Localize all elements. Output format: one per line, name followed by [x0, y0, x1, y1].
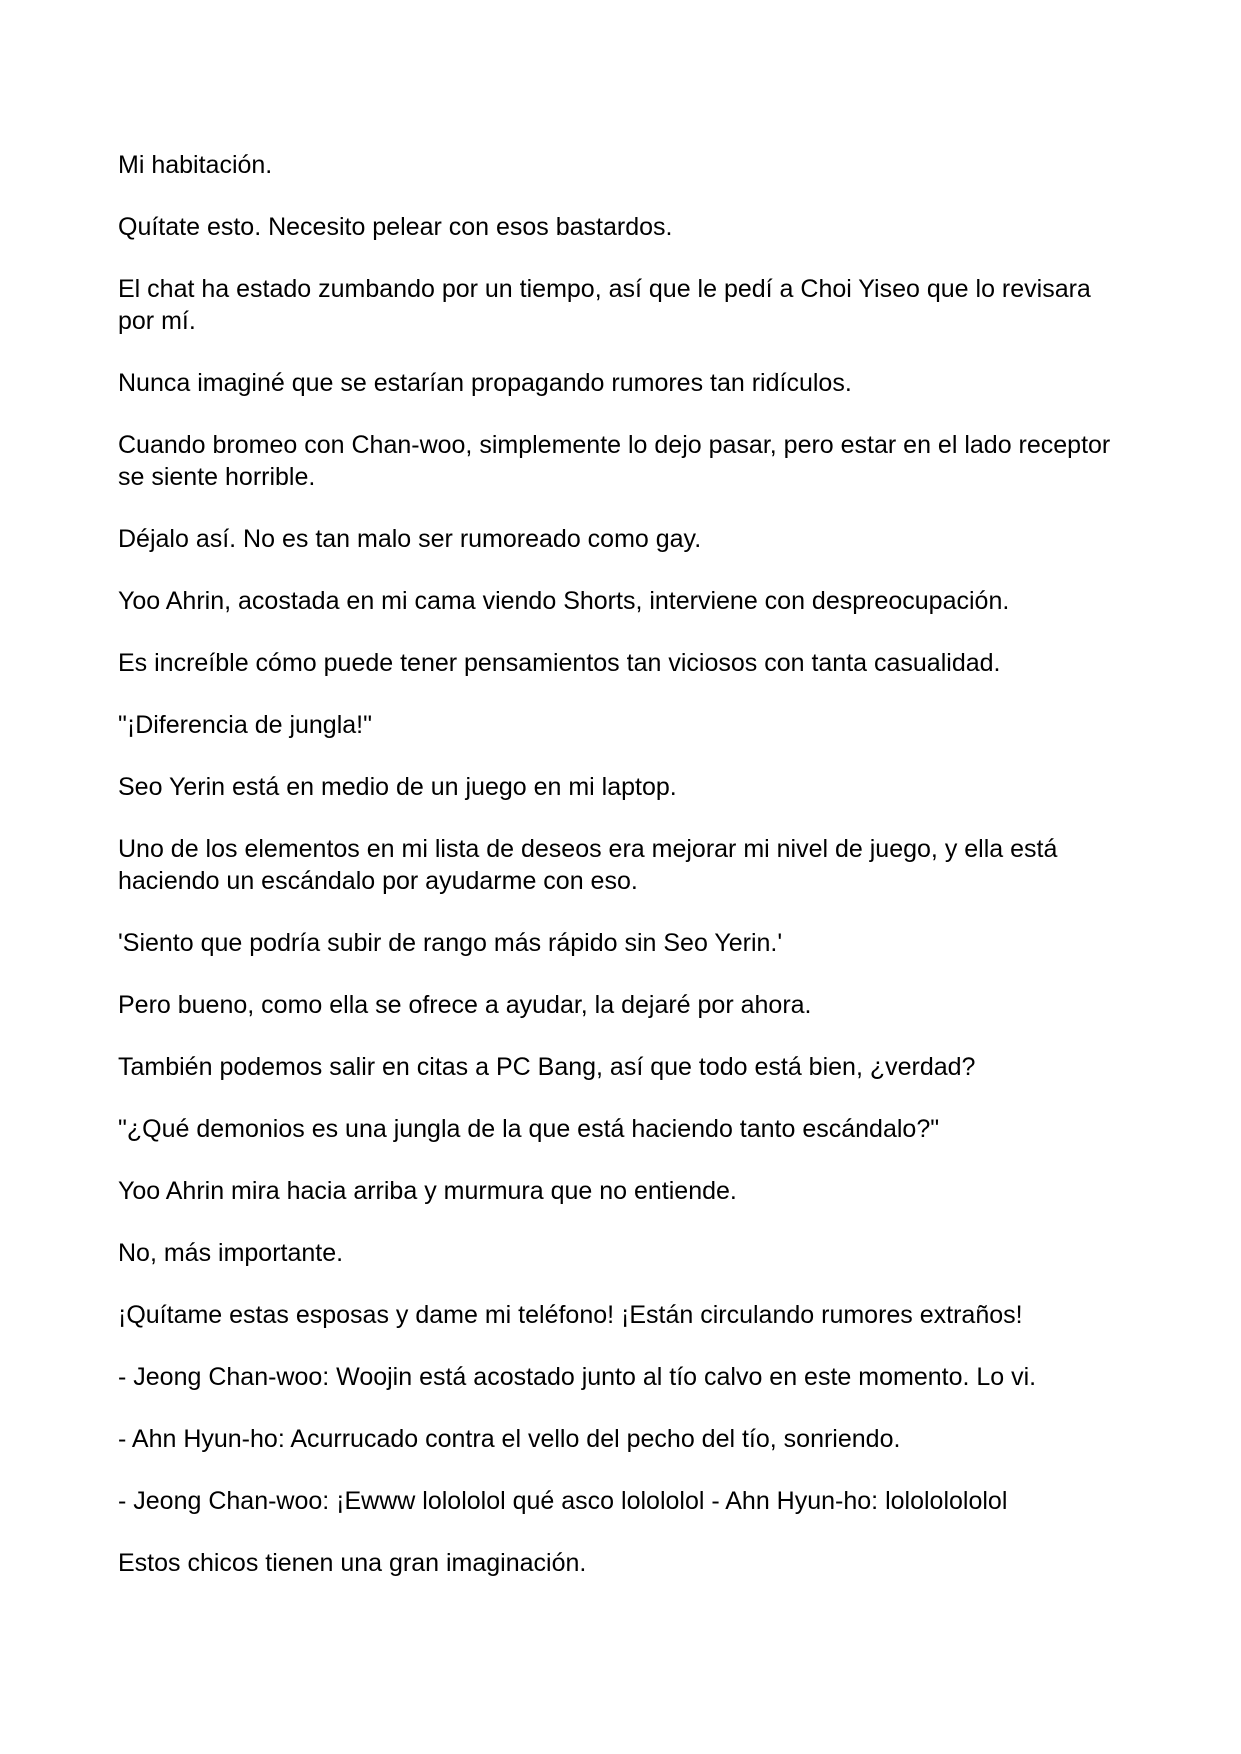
- paragraph: No, más importante.: [118, 1239, 344, 1267]
- paragraph: Yoo Ahrin mira hacia arriba y murmura que no entiende.: [118, 1177, 737, 1205]
- paragraph: Nunca imaginé que se estarían propagando rumores tan ridículos.: [118, 369, 852, 397]
- paragraph: "¡Diferencia de jungla!": [118, 711, 372, 739]
- paragraph: Estos chicos tienen una gran imaginación.: [118, 1549, 587, 1577]
- paragraph: - Jeong Chan-woo: Woojin está acostado junto al tío calvo en este momento. Lo vi.: [118, 1363, 1037, 1391]
- paragraph: Uno de los elementos en mi lista de deseos era mejorar mi nivel de juego, y ella está haciendo un escándalo por ayudarme con eso.: [118, 835, 1058, 895]
- paragraph: - Jeong Chan-woo: ¡Ewww lolololol qué asco lolololol - Ahn Hyun-ho: lolololololol: [118, 1487, 1008, 1515]
- paragraph: Mi habitación.: [118, 151, 273, 179]
- paragraph: "¿Qué demonios es una jungla de la que está haciendo tanto escándalo?": [118, 1115, 940, 1143]
- paragraph: Seo Yerin está en medio de un juego en mi laptop.: [118, 773, 677, 801]
- paragraph: Quítate esto. Necesito pelear con esos bastardos.: [118, 213, 673, 241]
- paragraph: Es increíble cómo puede tener pensamientos tan viciosos con tanta casualidad.: [118, 649, 1001, 677]
- document-page: [118, 149, 1128, 1609]
- paragraph: Cuando bromeo con Chan-woo, simplemente lo dejo pasar, pero estar en el lado receptor se siente horrible.: [118, 431, 1111, 491]
- paragraph: También podemos salir en citas a PC Bang, así que todo está bien, ¿verdad?: [118, 1053, 976, 1081]
- paragraph: Yoo Ahrin, acostada en mi cama viendo Shorts, interviene con despreocupación.: [118, 587, 1010, 615]
- paragraph: 'Siento que podría subir de rango más rápido sin Seo Yerin.': [118, 929, 783, 957]
- paragraph: El chat ha estado zumbando por un tiempo, así que le pedí a Choi Yiseo que lo revisara por mí.: [118, 275, 1091, 335]
- paragraph: - Ahn Hyun-ho: Acurrucado contra el vello del pecho del tío, sonriendo.: [118, 1425, 901, 1453]
- paragraph: ¡Quítame estas esposas y dame mi teléfono! ¡Están circulando rumores extraños!: [118, 1301, 1023, 1329]
- paragraph: Déjalo así. No es tan malo ser rumoreado como gay.: [118, 525, 702, 553]
- paragraph: Pero bueno, como ella se ofrece a ayudar, la dejaré por ahora.: [118, 991, 812, 1019]
